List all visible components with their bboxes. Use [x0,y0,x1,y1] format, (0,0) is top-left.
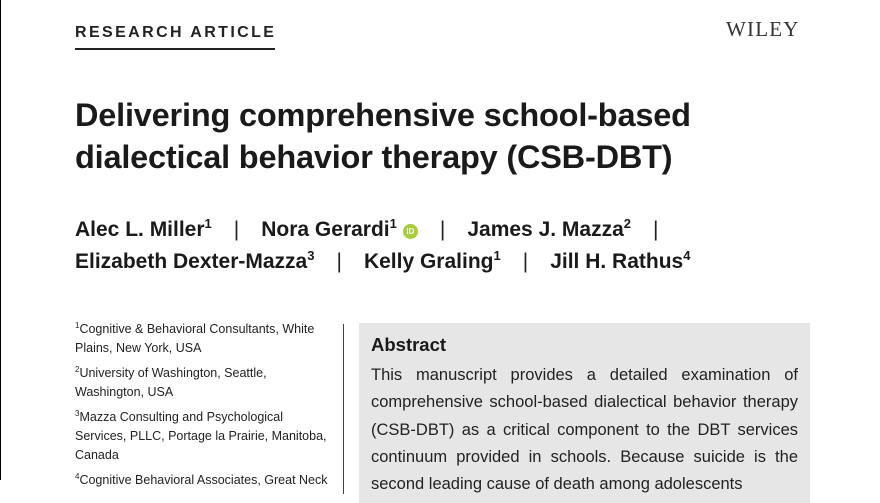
affiliation-number: 3 [75,409,80,418]
abstract-heading: Abstract [371,334,447,355]
affiliation-number: 4 [75,472,80,481]
affiliation-text: University of Washington, Seattle, Washington, USA [75,366,267,399]
author-nora-gerardi[interactable] [261,218,418,241]
author-separator: | [233,218,240,241]
orcid-icon[interactable]: iD [403,224,418,239]
author-separator: | [522,250,529,273]
author-james-mazza[interactable] [467,218,631,241]
article-type-underline [75,48,275,50]
author-separator: | [336,250,342,273]
affiliation-text: Cognitive Behavioral Associates, Great Neck [79,473,328,487]
author-name[interactable]: Nora Gerardi [261,218,390,241]
page-edge [0,0,1,480]
affiliation-item [75,408,333,465]
author-name[interactable]: James J. Mazza [467,218,624,241]
author-affiliation-marker[interactable]: 1 [389,216,397,231]
author-list [75,214,835,278]
affiliations-list [75,320,333,496]
author-name[interactable]: Elizabeth Dexter-Mazza [75,250,308,273]
author-line-2 [75,246,835,278]
author-kelly-graling[interactable] [364,250,501,273]
article-title: Delivering comprehensive school-based dialectical behavior therapy (CSB-DBT) [75,97,691,175]
author-affiliation-marker[interactable]: 2 [623,216,632,231]
author-name[interactable]: Alec L. Miller [75,218,205,241]
author-elizabeth-dexter-mazza[interactable] [75,250,314,273]
abstract-text: This manuscript provides a detailed examination of comprehensive school-based dialectical behavior therapy (CSB-DBT) as a critical component to the DBT services continuum provided in schools. Because suicide is the second leading cause of death among adolescents [371,366,798,494]
author-separator: | [439,218,446,241]
affiliation-text: Cognitive & Behavioral Consultants, White Plains, New York, USA [75,322,315,355]
affiliation-text: Mazza Consulting and Psychological Services, PLLC, Portage la Prairie, Manitoba, Canada [75,410,327,462]
publisher-logo: WILEY [726,17,800,41]
author-name[interactable]: Kelly Graling [363,250,494,273]
column-divider [343,324,344,494]
author-line-1 [75,214,835,246]
author-affiliation-marker[interactable]: 1 [493,248,501,263]
affiliation-number: 1 [75,321,80,330]
affiliation-item [75,364,333,402]
affiliation-item [75,471,333,490]
affiliation-number: 2 [75,365,80,374]
author-alec-miller[interactable] [75,218,212,241]
abstract-box [359,323,810,503]
author-jill-rathus[interactable] [550,250,690,273]
author-affiliation-marker[interactable]: 3 [307,248,315,263]
author-affiliation-marker[interactable]: 1 [204,216,212,231]
article-type-label: RESEARCH ARTICLE [75,24,277,41]
author-affiliation-marker[interactable]: 4 [683,248,691,263]
author-name[interactable]: Jill H. Rathus [550,250,684,273]
author-separator: | [653,218,659,241]
affiliation-item [75,320,333,358]
